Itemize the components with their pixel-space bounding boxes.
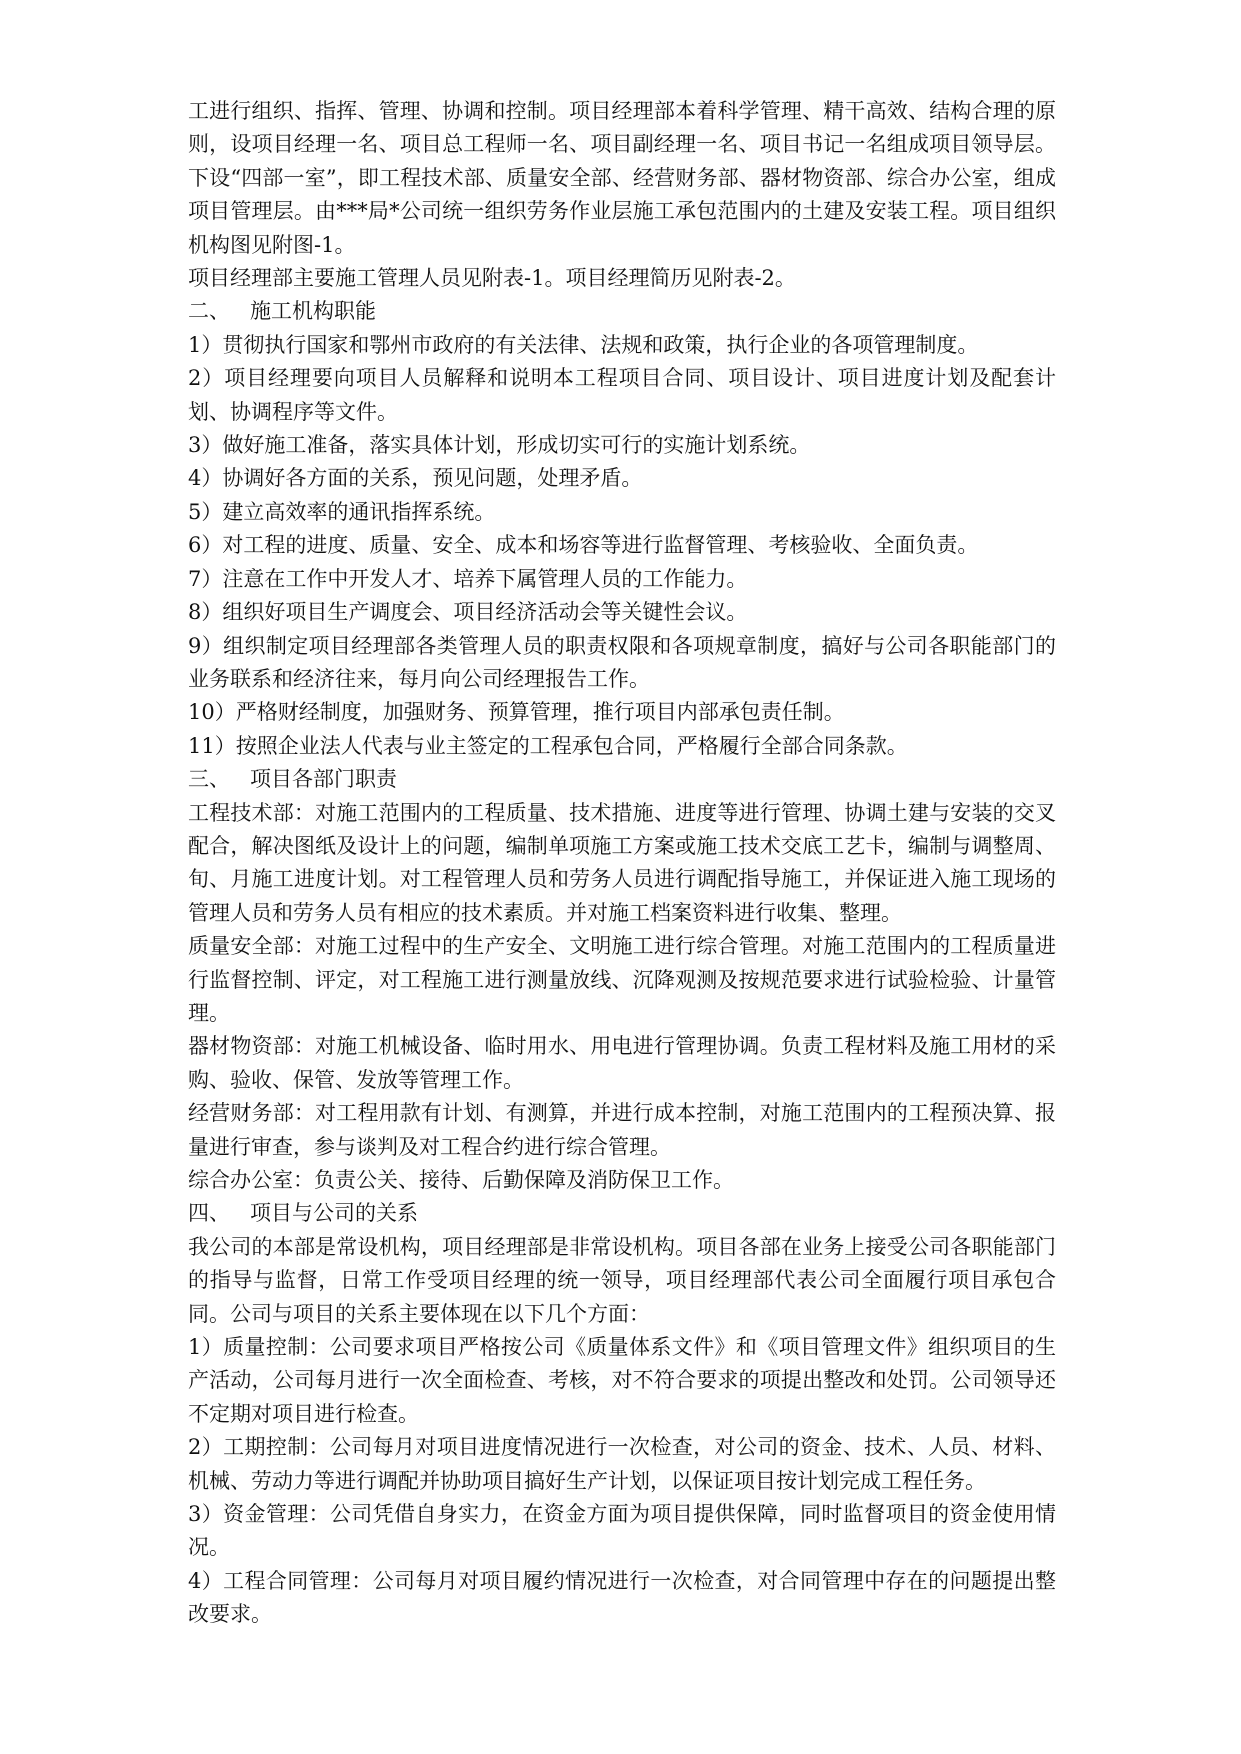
intro-paragraph-1: 工进行组织、指挥、管理、协调和控制。项目经理部本着科学管理、精干高效、结构合理的原则，设项目经理一名、项目总工程师一名、项目副经理一名、项目书记一名组成项目领导层。下设“四部一室”，即工程技术部、质量安全部、经营财务部、器材物资部、综合办公室，组成项目管理层。由***局*公司统一组织劳务作业层施工承包范围内的土建及安装工程。项目组织机构图见附图-1。 [188, 99, 1056, 257]
section2-item-7: 7）注意在工作中开发人才、培养下属管理人员的工作能力。 [188, 566, 748, 591]
dept-engineering-tech: 工程技术部：对施工范围内的工程质量、技术措施、进度等进行管理、协调土建与安装的交叉配合，解决图纸及设计上的问题，编制单项施工方案或施工技术交底工艺卡，编制与调整周、旬、月施工进度计划。对工程管理人员和劳务人员进行调配指导施工，并保证进入施工现场的管理人员和劳务人员有相应的技术素质。并对施工档案资料进行收集、整理。 [188, 800, 1056, 925]
section2-item-1: 1）贯彻执行国家和鄂州市政府的有关法律、法规和政策，执行企业的各项管理制度。 [188, 332, 979, 357]
section-heading-4: 四、 项目与公司的关系 [188, 1201, 419, 1226]
dept-materials: 器材物资部：对施工机械设备、临时用水、用电进行管理协调。负责工程材料及施工用材的采购、验收、保管、发放等管理工作。 [188, 1034, 1056, 1092]
dept-general-office: 综合办公室：负责公关、接待、后勤保障及消防保卫工作。 [188, 1168, 734, 1192]
section2-item-9: 9）组织制定项目经理部各类管理人员的职责权限和各项规章制度，搞好与公司各职能部门的业务联系和经济往来，每月向公司经理报告工作。 [188, 633, 1056, 691]
section2-item-2: 2）项目经理要向项目人员解释和说明本工程项目合同、项目设计、项目进度计划及配套计划、协调程序等文件。 [188, 366, 1056, 424]
section2-item-10: 10）严格财经制度，加强财务、预算管理，推行项目内部承包责任制。 [188, 700, 845, 725]
section-heading-3: 三、 项目各部门职责 [188, 767, 398, 792]
section4-item-contract: 4）工程合同管理：公司每月对项目履约情况进行一次检查，对合同管理中存在的问题提出整改要求。 [188, 1568, 1056, 1627]
section4-item-funds: 3）资金管理：公司凭借自身实力，在资金方面为项目提供保障，同时监督项目的资金使用情况。 [188, 1502, 1056, 1560]
section2-item-8: 8）组织好项目生产调度会、项目经济活动会等关键性会议。 [188, 600, 748, 625]
section4-item-quality: 1）质量控制：公司要求项目严格按公司《质量体系文件》和《项目管理文件》组织项目的生产活动，公司每月进行一次全面检查、考核，对不符合要求的项提出整改和处罚。公司领导还不定期对项目进行检查。 [188, 1335, 1056, 1426]
dept-finance: 经营财务部：对工程用款有计划、有测算，并进行成本控制，对施工范围内的工程预决算、报量进行审查，参与谈判及对工程合约进行综合管理。 [188, 1101, 1056, 1159]
section-heading-2: 二、 施工机构职能 [188, 299, 377, 324]
section2-item-5: 5）建立高效率的通讯指挥系统。 [188, 499, 496, 524]
section2-item-4: 4）协调好各方面的关系，预见问题，处理矛盾。 [188, 466, 643, 491]
section2-item-6: 6）对工程的进度、质量、安全、成本和场容等进行监督管理、考核验收、全面负责。 [188, 533, 979, 558]
dept-quality-safety: 质量安全部：对施工过程中的生产安全、文明施工进行综合管理。对施工范围内的工程质量进行监督控制、评定，对工程施工进行测量放线、沉降观测及按规范要求进行试验检验、计量管理。 [188, 934, 1056, 1025]
section4-item-schedule: 2）工期控制：公司每月对项目进度情况进行一次检查，对公司的资金、技术、人员、材料、机械、劳动力等进行调配并协助项目搞好生产计划，以保证项目按计划完成工程任务。 [188, 1435, 1056, 1493]
document-page [188, 95, 1056, 1632]
intro-paragraph-2: 项目经理部主要施工管理人员见附表-1。项目经理简历见附表-2。 [188, 266, 796, 291]
section4-intro: 我公司的本部是常设机构，项目经理部是非常设机构。项目各部在业务上接受公司各职能部门的指导与监督，日常工作受项目经理的统一领导，项目经理部代表公司全面履行项目承包合同。公司与项目的关系主要体现在以下几个方面： [188, 1234, 1056, 1326]
section2-item-11: 11）按照企业法人代表与业主签定的工程承包合同，严格履行全部合同条款。 [188, 733, 908, 758]
section2-item-3: 3）做好施工准备，落实具体计划，形成切实可行的实施计划系统。 [188, 433, 811, 458]
